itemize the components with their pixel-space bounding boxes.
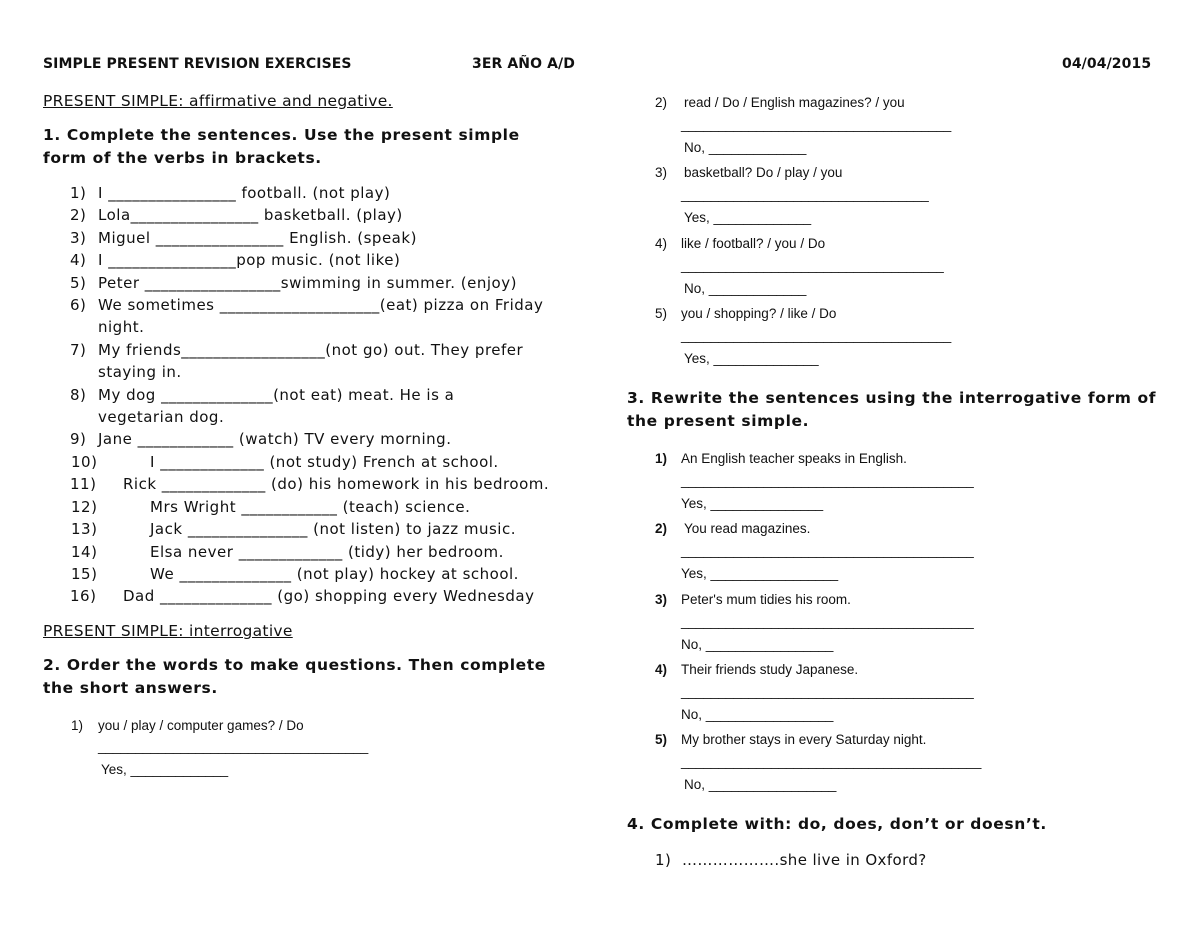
exercise1-title: 1. Complete the sentences. Use the present simple form of the verbs in brackets. <box>43 126 520 167</box>
exercise1-item <box>43 428 583 450</box>
sentence-prompt: You read magazines. <box>684 521 811 536</box>
item-number: 11) <box>70 475 97 494</box>
exercise3-item <box>655 732 981 793</box>
item-number: 14) <box>71 542 98 561</box>
exercise1-item <box>43 294 583 339</box>
short-answer: No, _________________ <box>681 637 834 652</box>
item-number: 1) <box>71 717 84 733</box>
short-answer: No, _____________ <box>684 281 807 296</box>
word-prompt: you / shopping? / like / Do <box>681 306 837 321</box>
item-text: My dog ______________(not eat) meat. He is a vegetarian dog. <box>98 385 455 427</box>
short-answer: No, _________________ <box>681 707 834 722</box>
exercise3-item <box>655 451 974 512</box>
exercise3-item <box>655 521 974 582</box>
item-number: 16) <box>70 587 97 606</box>
item-text: Rick _____________ (do) his homework in his bedroom. <box>123 475 550 494</box>
item-number: 12) <box>71 497 98 516</box>
exercise3-item <box>655 662 974 723</box>
item-number: 3) <box>70 228 87 247</box>
item-number: 15) <box>71 564 98 583</box>
sentence-prompt: My brother stays in every Saturday night. <box>681 732 927 747</box>
item-text: I ________________pop music. (not like) <box>98 251 401 270</box>
item-text-wrap <box>43 585 583 607</box>
exercise1-item <box>43 249 583 271</box>
exercise1-item <box>43 204 583 226</box>
item-text: We sometimes ____________________(eat) pizza on Friday night. <box>98 296 544 337</box>
item-number: 3) <box>655 165 668 180</box>
item-number: 2) <box>655 521 668 536</box>
item-number: 4) <box>655 236 668 251</box>
item-number: 1) <box>655 851 672 869</box>
short-answer: Yes, _____________ <box>684 210 812 225</box>
item-number: 13) <box>71 520 98 539</box>
exercise1-item <box>43 384 583 429</box>
short-answer: Yes, _________________ <box>681 566 839 581</box>
item-text: My friends__________________(not go) out. They prefer staying in. <box>98 340 524 382</box>
word-prompt: basketball? Do / play / you <box>684 165 843 180</box>
item-number: 2) <box>655 95 668 110</box>
item-number: 4) <box>655 662 668 677</box>
date-label: 04/04/2015 <box>1062 56 1152 72</box>
exercise1-item <box>43 563 583 585</box>
answer-line: ____________________________________ <box>681 328 952 343</box>
short-answer: Yes, _______________ <box>681 496 824 511</box>
exercise2-item <box>655 95 951 156</box>
item-text: I ________________ football. (not play) <box>98 184 391 202</box>
short-answer: No, _________________ <box>684 777 837 792</box>
item-number: 7) <box>70 340 87 359</box>
item-number: 5) <box>655 732 668 747</box>
answer-line: _______________________________________ <box>681 473 974 488</box>
exercise1-item <box>43 585 583 607</box>
item-number: 8) <box>70 385 87 404</box>
item-text: We ______________ (not play) hockey at school. <box>150 564 519 583</box>
exercise2-item <box>655 236 944 297</box>
answer-line: ___________________________________ <box>681 258 944 273</box>
item-number: 2) <box>70 206 87 225</box>
exercise1-item <box>43 518 583 540</box>
short-answer: No, _____________ <box>684 140 807 155</box>
item-text: Mrs Wright ____________ (teach) science. <box>150 497 471 516</box>
word-prompt: read / Do / English magazines? / you <box>684 95 905 110</box>
item-text: Dad ______________ (go) shopping every Wednesday <box>123 587 535 606</box>
word-prompt: like / football? / you / Do <box>681 236 826 251</box>
item-text: Peter _________________swimming in summer. (enjoy) <box>98 273 517 292</box>
item-number: 9) <box>70 430 87 449</box>
exercise4-title: 4. Complete with: do, does, don’t or doesn’t. <box>627 815 1047 833</box>
item-number: 5) <box>655 306 668 321</box>
exercise1-item <box>43 182 583 204</box>
sentence-prompt: An English teacher speaks in English. <box>681 451 907 466</box>
exercise1-item <box>43 272 583 294</box>
section1-heading: PRESENT SIMPLE: affirmative and negative. <box>43 92 393 110</box>
exercise2-item <box>43 718 583 779</box>
word-prompt: you / play / computer games? / Do <box>98 717 304 733</box>
answer-line: ____________________________________ <box>98 738 369 754</box>
section2-heading: PRESENT SIMPLE: interrogative <box>43 621 293 640</box>
left-column <box>43 92 583 779</box>
short-answer: Yes, ______________ <box>684 351 819 366</box>
item-text: I _____________ (not study) French at school. <box>150 452 499 471</box>
item-text: Lola________________ basketball. (play) <box>98 206 403 225</box>
item-number: 4) <box>70 251 87 270</box>
exercise1-item <box>43 227 583 249</box>
item-text-wrap <box>43 473 583 495</box>
sentence-prompt: Peter's mum tidies his room. <box>681 592 851 607</box>
answer-line: _______________________________________ <box>681 614 974 629</box>
answer-line: _________________________________ <box>681 187 929 202</box>
exercise4-item <box>655 851 927 869</box>
answer-line: _______________________________________ <box>681 543 974 558</box>
exercise1-item <box>43 473 583 495</box>
item-text: Jack _______________ (not listen) to jazz music. <box>150 520 516 539</box>
exercise1-item <box>43 541 583 563</box>
item-number: 1) <box>70 184 87 202</box>
answer-line: ____________________________________ <box>681 117 952 132</box>
item-text: Miguel ________________ English. (speak) <box>98 228 417 247</box>
exercise3-item <box>655 592 974 653</box>
item-number: 5) <box>70 273 87 292</box>
item-number: 1) <box>655 451 668 466</box>
item-text: Elsa never _____________ (tidy) her bedroom. <box>150 542 504 561</box>
sentence-prompt: Their friends study Japanese. <box>681 662 859 677</box>
exercise2-item <box>655 165 929 226</box>
item-text: ……………….she live in Oxford? <box>682 851 927 869</box>
item-number: 10) <box>71 452 98 471</box>
exercise1-item <box>43 496 583 518</box>
exercise1-list <box>43 182 583 608</box>
answer-line: ________________________________________ <box>681 754 982 769</box>
exercise2-item <box>655 306 951 367</box>
worksheet-title: SIMPLE PRESENT REVISION EXERCISES <box>43 56 352 72</box>
item-text: Jane ____________ (watch) TV every morning. <box>98 430 452 449</box>
item-number: 6) <box>70 296 87 315</box>
exercise1-item <box>43 451 583 473</box>
exercise3-title: 3. Rewrite the sentences using the interrogative form of the present simple. <box>627 389 1157 430</box>
short-answer: Yes, _____________ <box>101 761 229 777</box>
item-number: 3) <box>655 592 668 607</box>
class-label: 3ER AÑO A/D <box>472 56 575 72</box>
exercise2-title: 2. Order the words to make questions. Then complete the short answers. <box>43 655 546 697</box>
exercise1-item <box>43 339 583 384</box>
answer-line: _______________________________________ <box>681 684 974 699</box>
